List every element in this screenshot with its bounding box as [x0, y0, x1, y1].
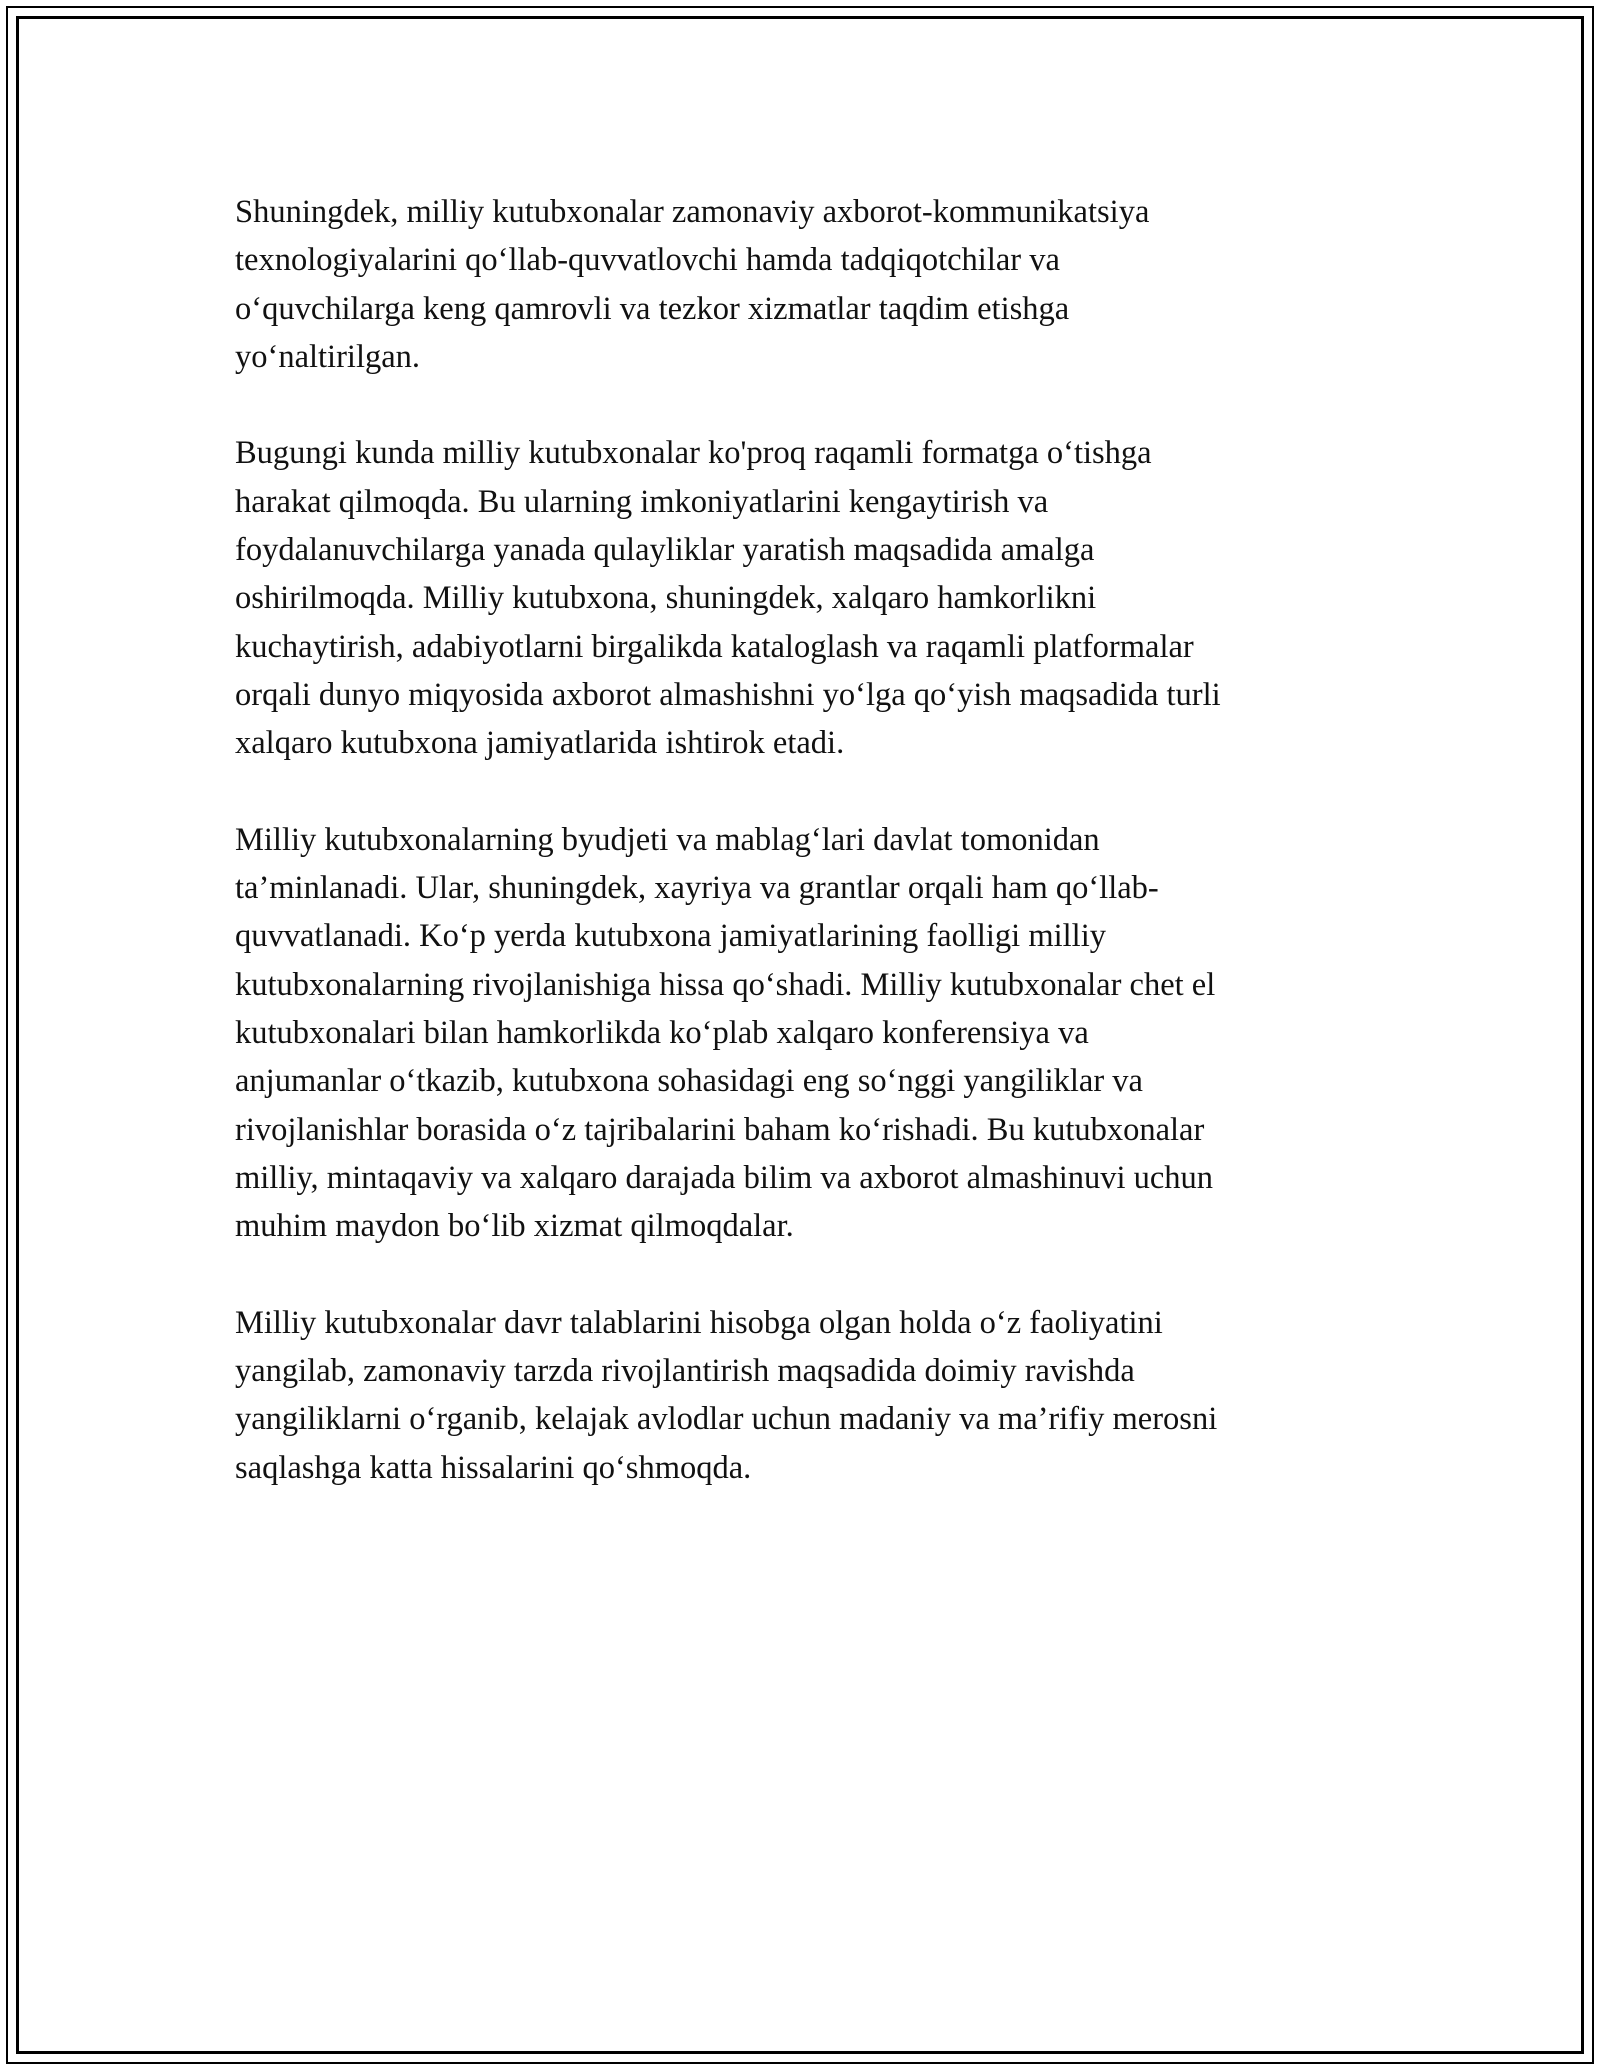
paragraph-2 [235, 429, 1375, 767]
text-line: milliy, mintaqaviy va xalqaro darajada bilim va axborot almashinuvi uchun [235, 1159, 1214, 1196]
text-line: quvvatlanadi. Ko‘p yerda kutubxona jamiyatlarining faolligi milliy [235, 918, 1106, 955]
text-line: yangilab, zamonaviy tarzda rivojlantirish maqsadida doimiy ravishda [235, 1353, 1135, 1390]
text-line: saqlashga katta hissalarini qo‘shmoqda. [235, 1449, 752, 1486]
text-line: anjumanlar o‘tkazib, kutubxona sohasidagi eng so‘nggi yangiliklar va [235, 1063, 1143, 1100]
text-line: muhim maydon bo‘lib xizmat qilmoqdalar. [235, 1208, 794, 1245]
text-line: kutubxonalarning rivojlanishiga hissa qo‘shadi. Milliy kutubxonalar chet el [235, 966, 1216, 1003]
paragraph-1 [235, 188, 1375, 381]
text-line: texnologiyalarini qo‘llab-quvvatlovchi hamda tadqiqotchilar va [235, 242, 1060, 279]
text-line: xalqaro kutubxona jamiyatlarida ishtirok etadi. [235, 725, 845, 762]
text-line: foydalanuvchilarga yanada qulayliklar yaratish maqsadida amalga [235, 532, 1095, 569]
paragraph-3 [235, 816, 1375, 1251]
text-line: rivojlanishlar borasida o‘z tajribalarini baham ko‘rishadi. Bu kutubxonalar [235, 1111, 1205, 1148]
text-line: Bugungi kunda milliy kutubxonalar ko'proq raqamli formatga o‘tishga [235, 435, 1152, 472]
text-line: oshirilmoqda. Milliy kutubxona, shuningdek, xalqaro hamkorlikni [235, 580, 1097, 617]
paragraph-4 [235, 1299, 1375, 1492]
text-line: yo‘naltirilgan. [235, 338, 421, 375]
text-line: harakat qilmoqda. Bu ularning imkoniyatlarini kengaytirish va [235, 483, 1049, 520]
text-line: Shuningdek, milliy kutubxonalar zamonaviy axborot-kommunikatsiya [235, 194, 1150, 230]
text-line: Milliy kutubxonalar davr talablarini hisobga olgan holda o‘z faoliyatini [235, 1304, 1163, 1341]
text-line: kutubxonalari bilan hamkorlikda ko‘plab xalqaro konferensiya va [235, 1015, 1089, 1052]
text-line: kuchaytirish, adabiyotlarni birgalikda kataloglash va raqamli platformalar [235, 628, 1194, 665]
text-line: yangiliklarni o‘rganib, kelajak avlodlar uchun madaniy va ma’rifiy merosni [235, 1401, 1218, 1438]
text-line: o‘quvchilarga keng qamrovli va tezkor xizmatlar taqdim etishga [235, 290, 1070, 327]
text-line: ta’minlanadi. Ular, shuningdek, xayriya va grantlar orqali ham qo‘llab- [235, 870, 1159, 907]
text-line: orqali dunyo miqyosida axborot almashishni yo‘lga qo‘yish maqsadida turli [235, 676, 1221, 713]
document-body [235, 188, 1375, 1540]
text-line: Milliy kutubxonalarning byudjeti va mablag‘lari davlat tomonidan [235, 821, 1100, 858]
